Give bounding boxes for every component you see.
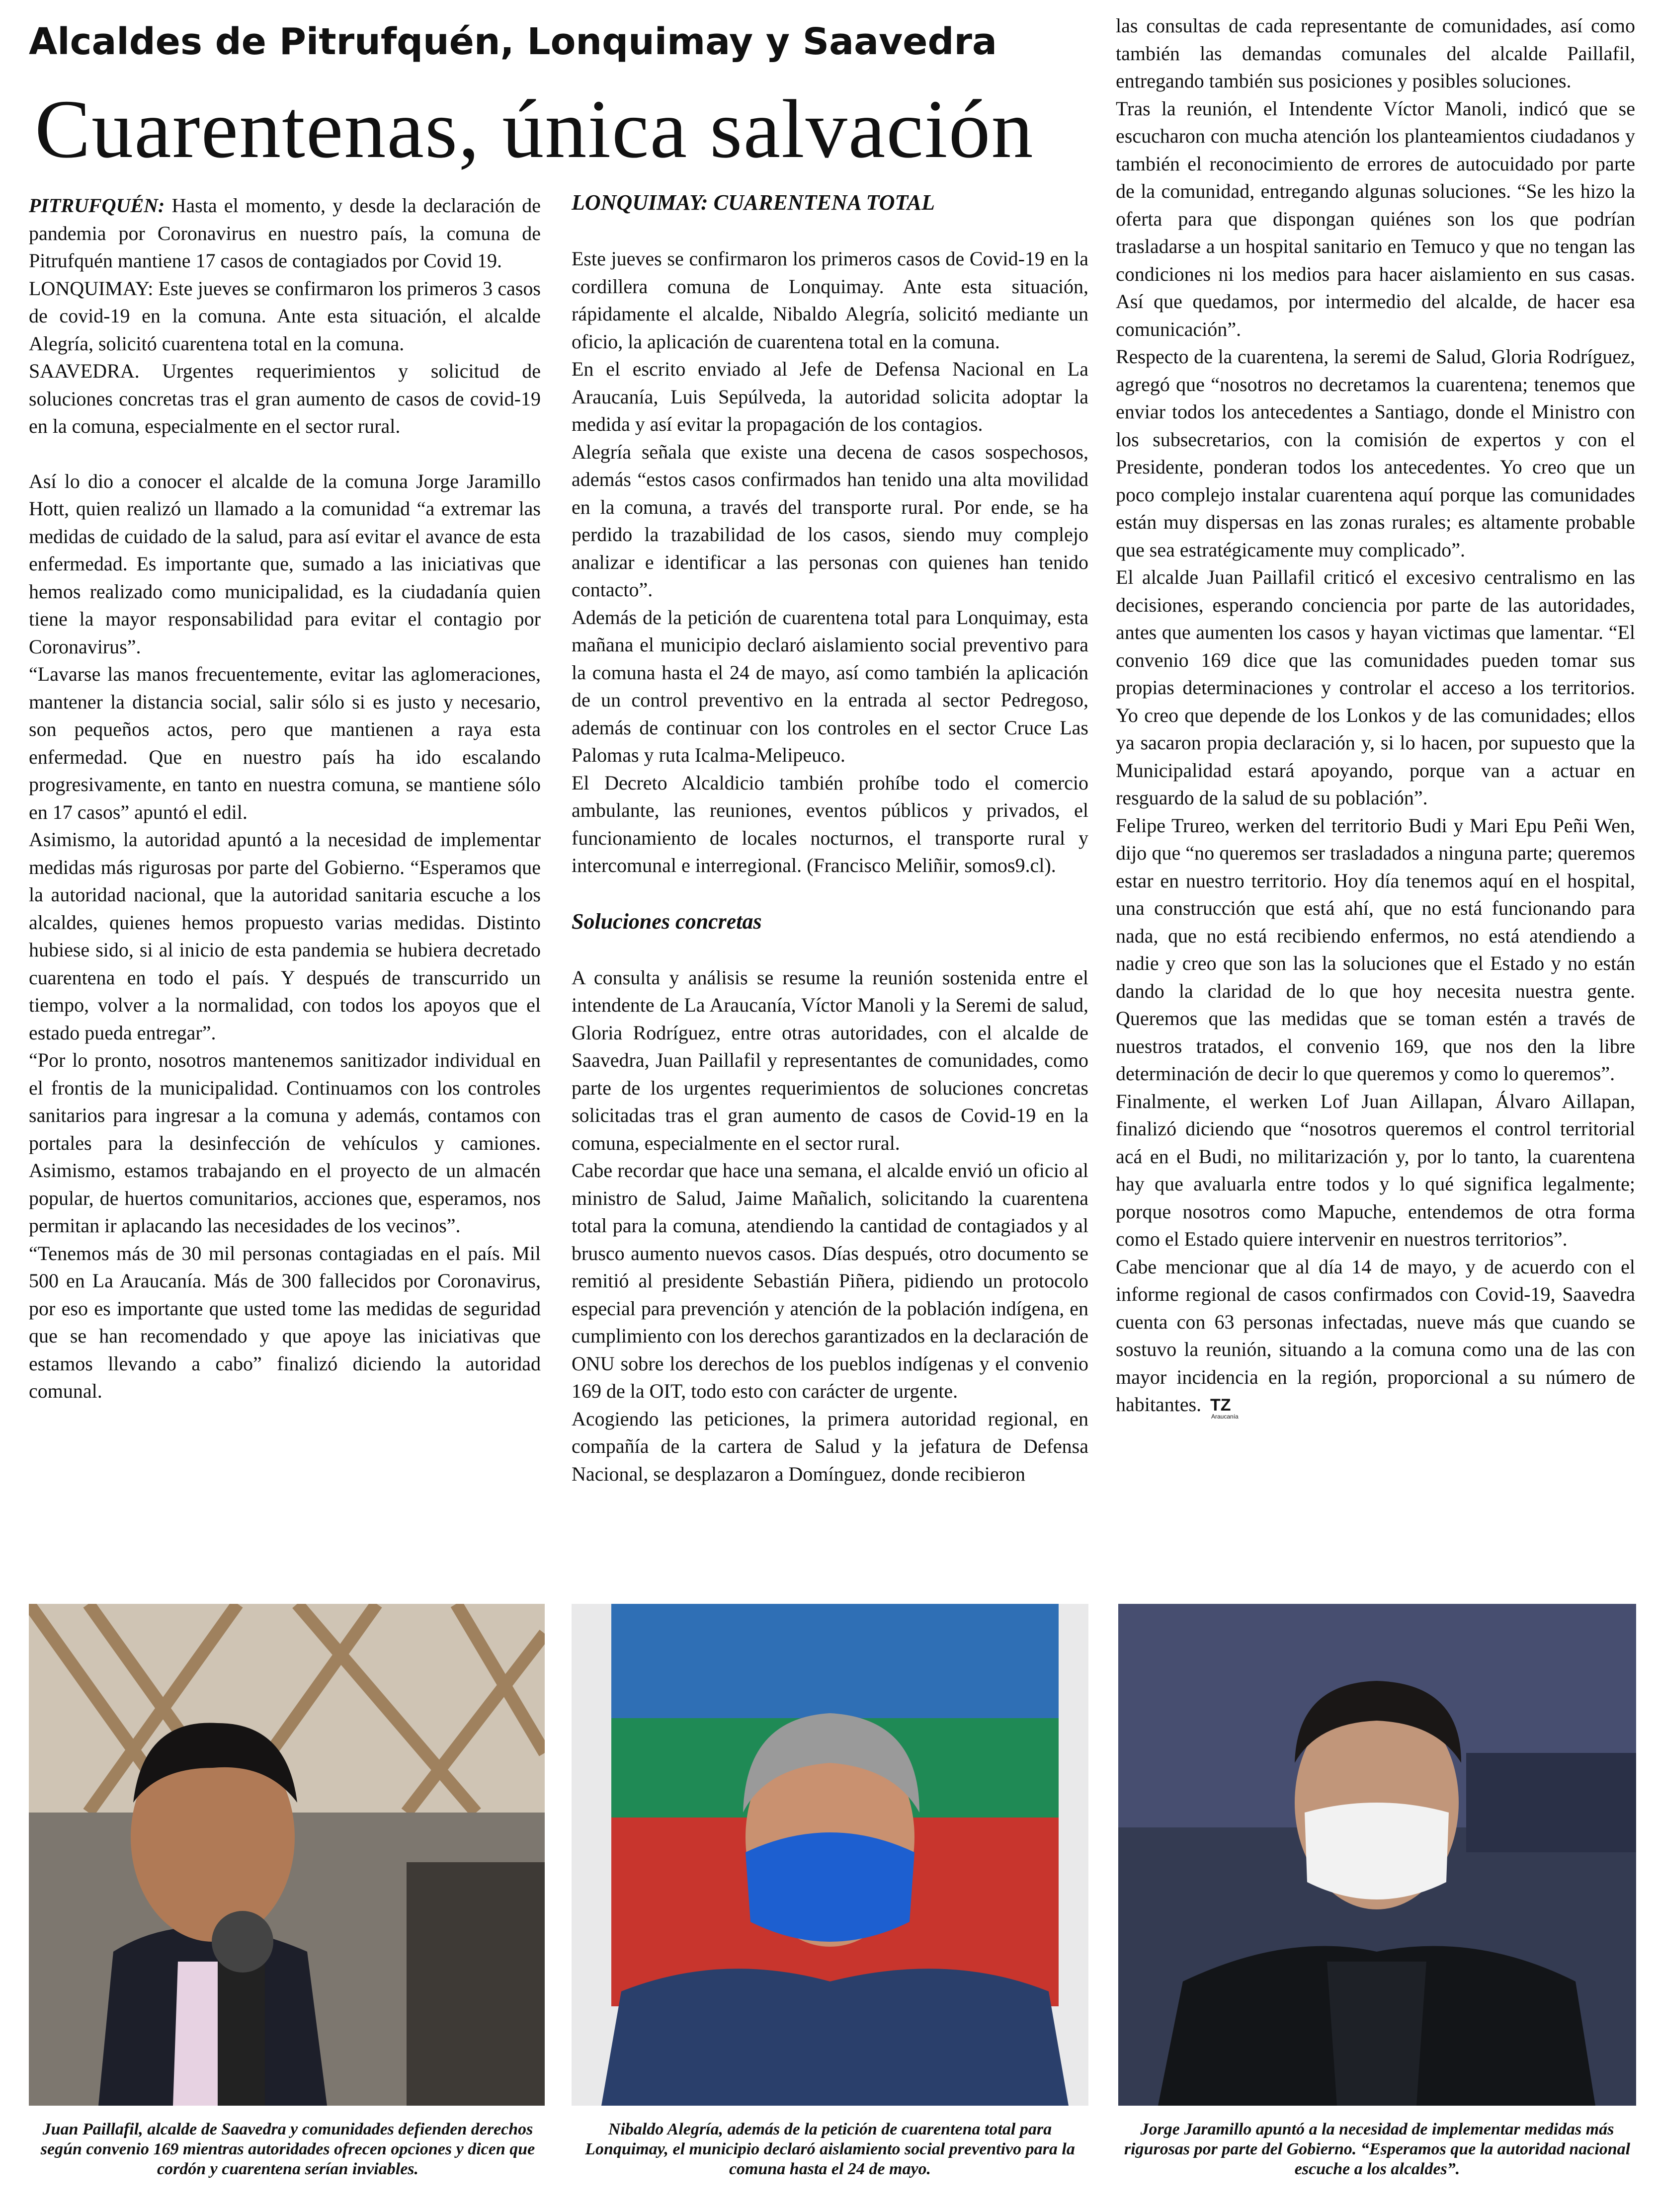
logo-mark: TZ xyxy=(1210,1395,1231,1415)
photo-juan-paillafil xyxy=(29,1604,545,2106)
paragraph: En el escrito enviado al Jefe de Defensa Nacional en La Araucanía, Luis Sepúlveda, la autoridad solicita adoptar la medida y así evitar la propagación de los contagios. xyxy=(572,358,1088,435)
article-column-1 xyxy=(29,192,541,1405)
paragraph: El alcalde Juan Paillafil criticó el excesivo centralismo en las decisiones, esperando conciencia por parte de las autoridades, antes que aumenten los casos y hayan victimas que lamentar. “El convenio 169 dice que las comunidades pueden tomar sus propias determinaciones y controlar el acceso a los territorios. Yo creo que depende de los Lonkos y de las comunidades; ellos ya sacaron propia declaración y, si lo hacen, por supuesto que la Municipalidad estará apoyando, porque van a actuar en resguardo de la salud de su población”. xyxy=(1116,566,1635,809)
paragraph: “Lavarse las manos frecuentemente, evitar las aglomeraciones, mantener la distancia social, salir sólo si es justo y necesario, son pequeños actos, pero que mantienen a raya esta enfermedad. Que en nuestro país ha ido escalando progresivamente, en tanto en nuestra comuna, se mantiene sólo en 17 casos” apuntó el edil. xyxy=(29,663,541,823)
paragraph: Además de la petición de cuarentena total para Lonquimay, esta mañana el municipio declaró aislamiento social preventivo para la comuna hasta el 24 de mayo, así como también la aplicación de un control preventivo en la entrada al sector Pedregoso, además de continuar con los controles en el sector Cruce Las Palomas y ruta Icalma-Melipeuco. xyxy=(572,606,1088,766)
article-column-2 xyxy=(572,188,1088,1488)
paragraph: Felipe Trureo, werken del territorio Budi y Mari Epu Peñi Wen, dijo que “no queremos ser trasladados a ninguna parte; queremos estar en nuestro territorio. Hoy día tenemos aquí en el hospital, una construcción que está ahí, que no está funcionando para nada, que no está recibiendo enfermos, no está atendiendo a nadie y creo que son las la soluciones que el Estado y no están dando la claridad de lo que hoy necesita nuestra gente. Queremos que las medidas que se toman estén a través de nuestros tratados, el convenio 169, que nos den la libre determinación de decir lo que queremos y como lo queremos”. xyxy=(1116,814,1635,1085)
logo-subtext: Araucanía xyxy=(1211,1413,1239,1420)
photo-nibaldo-alegria xyxy=(572,1604,1088,2106)
caption-photo-2: Nibaldo Alegría, además de la petición de cuarentena total para Lonquimay, el municipio declaró aislamiento social preventivo para la comuna hasta el 24 de mayo. xyxy=(585,2120,1075,2178)
paragraph: Finalmente, el werken Lof Juan Aillapan, Álvaro Aillapan, finalizó diciendo que “nosotros queremos el control territorial acá en el Budi, no militarización y, por lo tanto, la cuarentena hay que avaluarla entre todos y lo qué significa legalmente; porque nosotros como Mapuche, entendemos de otra forma como el Estado quiere intervenir en nuestros territorios”. xyxy=(1116,1090,1635,1250)
publication-logo xyxy=(1208,1393,1243,1421)
paragraph: Asimismo, la autoridad apuntó a la necesidad de implementar medidas más rigurosas por parte del Gobierno. “Esperamos que la autoridad nacional, que la autoridad sanitaria escuche a los alcaldes, quienes hemos propuesto varias medidas. Distinto hubiese sido, si al inicio de esta pandemia se hubiera decretado cuarentena en todo el país. Y después de transcurrido un tiempo, volver a la normalidad, con todos los apoyos que el estado pueda entregar”. xyxy=(29,828,541,1044)
paragraph: Este jueves se confirmaron los primeros casos de Covid-19 en la cordillera comuna de Lonquimay. Ante esta situación, rápidamente el alcalde, Nibaldo Alegría, solicitó mediante un oficio, la aplicación de cuarentena total en la comuna. xyxy=(572,247,1088,353)
paragraph: Tras la reunión, el Intendente Víctor Manoli, indicó que se escucharon con mucha atención los planteamientos ciudadanos y también el reconocimiento de errores de autocuidado por parte de la comunidad, entregando algunas soluciones. “Se les hizo la oferta para que dispongan quiénes son los que podrían trasladarse a un hospital sanitario en Temuco y que no tengan las condiciones ni los medios para hacer aislamiento en sus casas. Así que quedamos, por intermedio del alcalde, de hacer esa comunicación”. xyxy=(1116,97,1635,340)
headline: Cuarentenas, única salvación xyxy=(35,83,1034,175)
paragraph: Acogiendo las peticiones, la primera autoridad regional, en compañía de la cartera de Salud y la jefatura de Defensa Nacional, se desplazaron a Domínguez, donde recibieron xyxy=(572,1407,1088,1485)
subheading-lonquimay: LONQUIMAY: CUARENTENA TOTAL xyxy=(572,190,935,215)
paragraph: PITRUFQUÉN: Hasta el momento, y desde la declaración de pandemia por Coronavirus en nuestro país, la comuna de Pitrufquén mantiene 17 casos de contagiados por Covid 19. xyxy=(29,194,541,272)
paragraph: Así lo dio a conocer el alcalde de la comuna Jorge Jaramillo Hott, quien realizó un llamado a la comunidad “a extremar las medidas de cuidado de la salud, para así evitar el avance de esta enfermedad. Es importante que, sumado a las iniciativas que hemos realizado como municipalidad, es la ciudadanía quien tiene la mayor responsabilidad para evitar el contagio por Coronavirus”. xyxy=(29,470,541,658)
paragraph: “Tenemos más de 30 mil personas contagiadas en el país. Mil 500 en La Araucanía. Más de 300 fallecidos por Coronavirus, por eso es importante que usted tome las medidas de seguridad que se han recomendado y que apoye las iniciativas que estamos llevando a cabo” finalizó diciendo la autoridad comunal. xyxy=(29,1242,541,1402)
subheading-soluciones: Soluciones concretas xyxy=(572,909,762,934)
paragraph: Alegría señala que existe una decena de casos sospechosos, además “estos casos confirmados han tenido una alta movilidad en la comuna, a través del transporte rural. Por ende, se ha perdido la trazabilidad de los casos, siendo muy complejo analizar e identificar a las personas con quienes han tenido contacto”. xyxy=(572,440,1088,601)
paragraph: A consulta y análisis se resume la reunión sostenida entre el intendente de La Araucanía, Víctor Manoli y la Seremi de salud, Gloria Rodríguez, entre otras autoridades, con el alcalde de Saavedra, Juan Paillafil y representantes de comunidades, como parte de los urgentes requerimientos de soluciones concretas solicitadas tras el gran aumento de casos de Covid-19 en la comuna, especialmente en el sector rural. xyxy=(572,966,1088,1154)
article-column-3 xyxy=(1116,12,1635,1421)
paragraph: Cabe recordar que hace una semana, el alcalde envió un oficio al ministro de Salud, Jaime Mañalich, solicitando la cuarentena total para la comuna, atendiendo la cantidad de contagiados y al brusco aumento nuevos casos. Días después, otro documento se remitió al presidente Sebastián Piñera, pidiendo un protocolo especial para prevención y atención de la población indígena, en cumplimiento con los derechos garantizados en la declaración de ONU sobre los derechos de los pueblos indígenas y el convenio 169 de la OIT, todo esto con carácter de urgente. xyxy=(572,1159,1088,1402)
paragraph: “Por lo pronto, nosotros mantenemos sanitizador individual en el frontis de la municipalidad. Continuamos con los controles sanitarios para ingresar a la comuna y además, contamos con portales para la desinfección de vehículos y camiones. Asimismo, estamos trabajando en el proyecto de un almacén popular, de huertos comunitarios, acciones que, esperamos, nos permitan ir aplacando las necesidades de los vecinos”. xyxy=(29,1049,541,1237)
photo-jorge-jaramillo xyxy=(1118,1604,1636,2106)
paragraph: Cabe mencionar que al día 14 de mayo, y de acuerdo con el informe regional de casos confirmados con Covid-19, Saavedra cuenta con 63 personas infectadas, nueve más que cuando se sostuvo la reunión, situando a la comuna como una de las con mayor incidencia en la región, proporcional a su número de habitantes. TZ Araucanía xyxy=(1116,1255,1635,1420)
paragraph: las consultas de cada representante de comunidades, así como también las demandas comunales del alcalde Paillafil, entregando también sus posiciones y posibles soluciones. xyxy=(1116,14,1635,92)
paragraph: El Decreto Alcaldicio también prohíbe todo el comercio ambulante, las reuniones, eventos públicos y privados, el funcionamiento de locales nocturnos, el transporte rural y intercomunal e interregional. (Francisco Meliñir, somos9.cl). xyxy=(572,771,1088,876)
paragraph: LONQUIMAY: Este jueves se confirmaron los primeros 3 casos de covid-19 en la comuna. Ante esta situación, el alcalde Alegría, solicitó cuarentena total en la comuna. xyxy=(29,277,541,355)
paragraph: Respecto de la cuarentena, la seremi de Salud, Gloria Rodríguez, agregó que “nosotros no decretamos la cuarentena; tenemos que enviar todos los antecedentes a Santiago, donde el Ministro con los subsecretarios, con la comisión de expertos y con el Presidente, ponderan todos los antecedentes. Yo creo que un poco complejo instalar cuarentena aquí porque las comunidades están muy dispersas en las zonas rurales; es altamente probable que sea estratégicamente muy complicado”. xyxy=(1116,345,1635,561)
kicker: Alcaldes de Pitrufquén, Lonquimay y Saavedra xyxy=(29,20,997,63)
caption-photo-3: Jorge Jaramillo apuntó a la necesidad de implementar medidas más rigurosas por parte del Gobierno. “Esperamos que la autoridad nacional escuche a los alcaldes”. xyxy=(1124,2120,1631,2178)
lead-in: PITRUFQUÉN: xyxy=(29,194,165,217)
paragraph: SAAVEDRA. Urgentes requerimientos y solicitud de soluciones concretas tras el gran aumento de casos de covid-19 en la comuna, especialmente en el sector rural. xyxy=(29,360,541,437)
caption-photo-1: Juan Paillafil, alcalde de Saavedra y comunidades defienden derechos según convenio 169 mientras autoridades ofrecen opciones y dicen que cordón y cuarentena serían inviables. xyxy=(40,2120,535,2178)
